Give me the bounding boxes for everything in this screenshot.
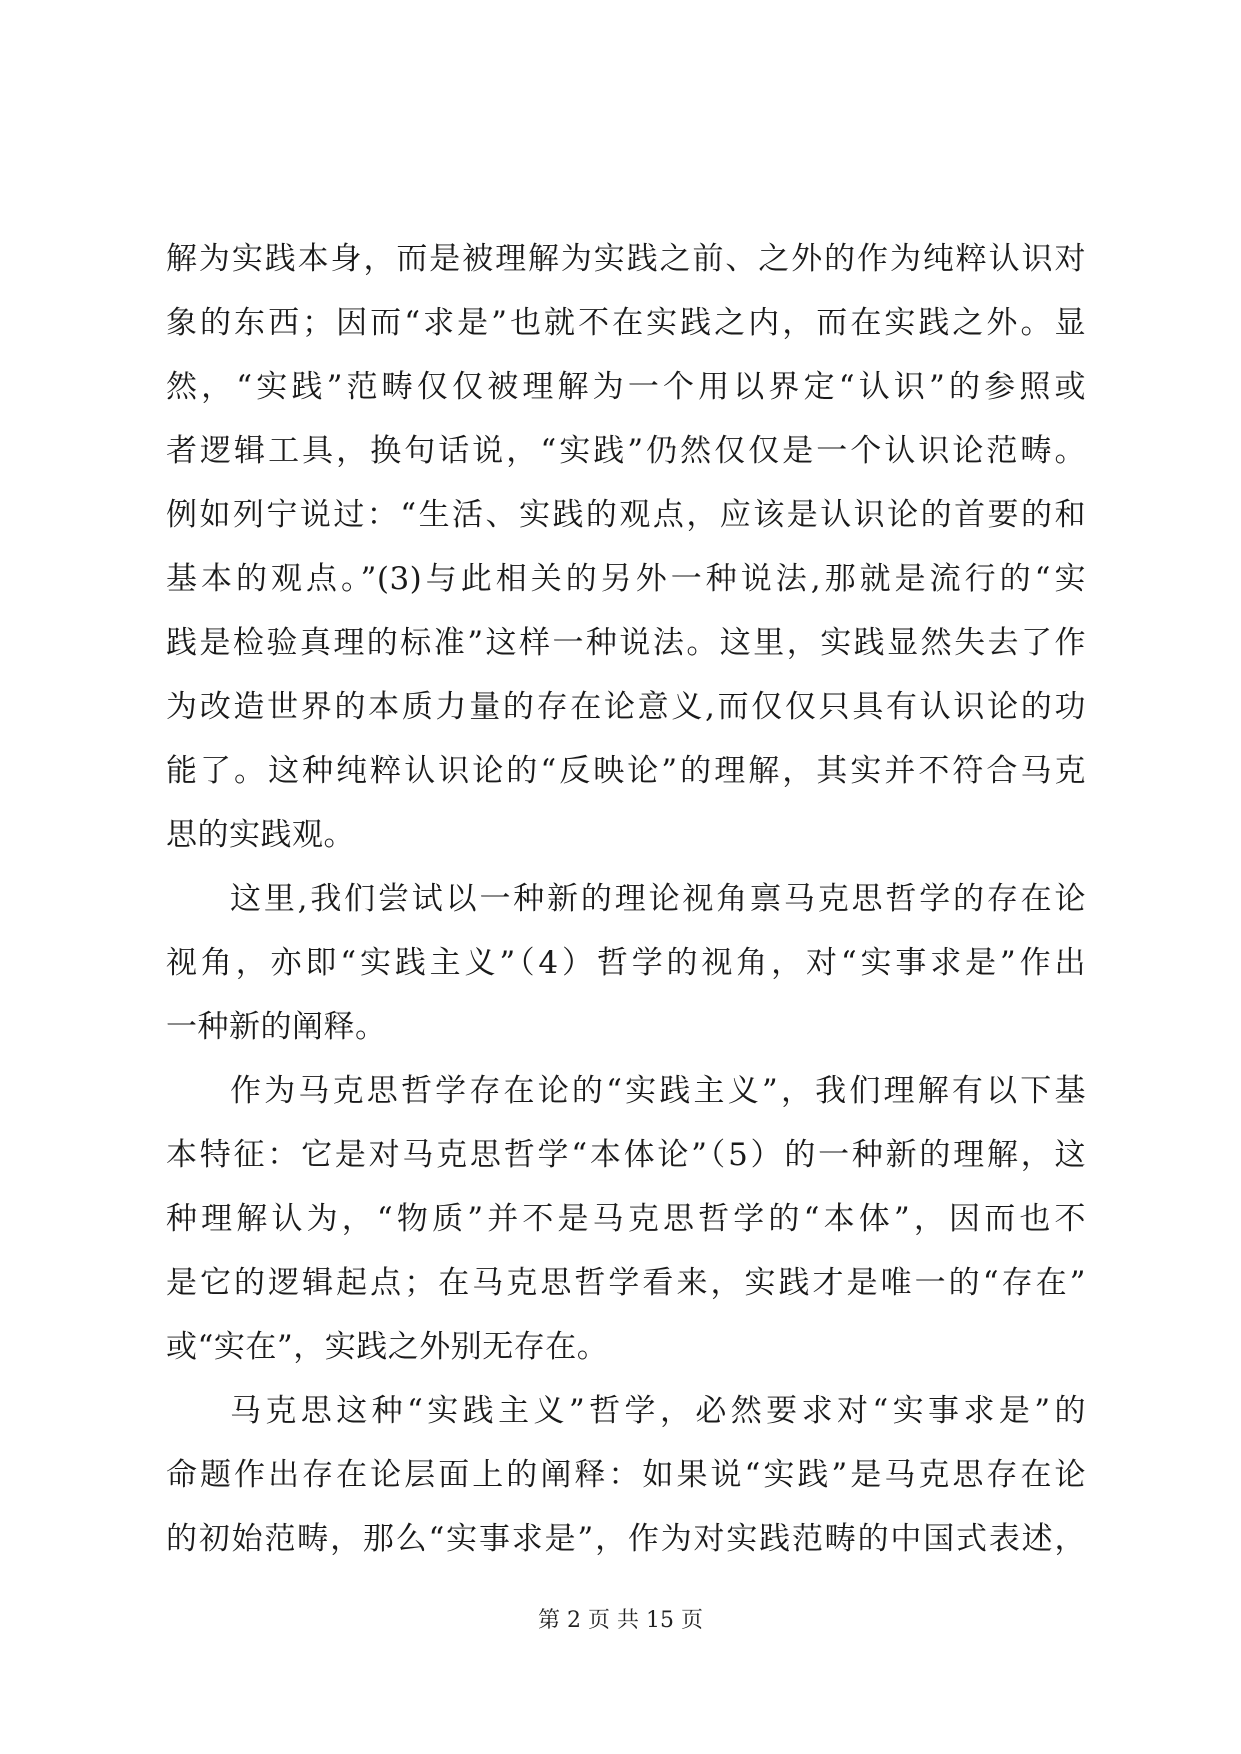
text-line: 例如列宁说过：“生活、实践的观点，应该是认识论的首要的和 xyxy=(166,497,1086,533)
text-line: 为改造世界的本质力量的存在论意义,而仅仅只具有认识论的功 xyxy=(166,689,1086,725)
text-line: 基本的观点。”(3)与此相关的另外一种说法,那就是流行的“实 xyxy=(166,561,1086,597)
text-line: 象的东西；因而“求是”也就不在实践之内，而在实践之外。显 xyxy=(166,305,1086,341)
text-line: 或“实在”，实践之外别无存在。 xyxy=(166,1329,609,1365)
text-line: 视角，亦即“实践主义”（4）哲学的视角，对“实事求是”作出 xyxy=(166,945,1086,981)
body-text xyxy=(166,227,1086,1571)
text-line: 解为实践本身，而是被理解为实践之前、之外的作为纯粹认识对 xyxy=(166,241,1086,277)
text-line: 践是检验真理的标准”这样一种说法。这里，实践显然失去了作 xyxy=(166,625,1086,661)
text-line: 本特征：它是对马克思哲学“本体论”（5）的一种新的理解，这 xyxy=(166,1137,1086,1173)
text-line: 能了。这种纯粹认识论的“反映论”的理解，其实并不符合马克 xyxy=(166,753,1086,789)
text-line: 一种新的阐释。 xyxy=(166,1009,387,1045)
text-line: 的初始范畴，那么“实事求是”，作为对实践范畴的中国式表述， xyxy=(166,1521,1086,1557)
text-line: 是它的逻辑起点；在马克思哲学看来，实践才是唯一的“存在” xyxy=(166,1265,1086,1301)
text-line: 命题作出存在论层面上的阐释：如果说“实践”是马克思存在论 xyxy=(166,1457,1086,1493)
text-line: 马克思这种“实践主义”哲学，必然要求对“实事求是”的 xyxy=(230,1393,1086,1429)
page-number-footer: 第 2 页 共 15 页 xyxy=(538,1608,703,1633)
text-line: 这里,我们尝试以一种新的理论视角禀马克思哲学的存在论 xyxy=(230,881,1086,917)
text-line: 然，“实践”范畴仅仅被理解为一个用以界定“认识”的参照或 xyxy=(166,369,1086,405)
text-line: 作为马克思哲学存在论的“实践主义”，我们理解有以下基 xyxy=(230,1073,1086,1109)
text-line: 思的实践观。 xyxy=(166,817,355,853)
text-line: 种理解认为，“物质”并不是马克思哲学的“本体”，因而也不 xyxy=(166,1201,1086,1237)
text-line: 者逻辑工具，换句话说，“实践”仍然仅仅是一个认识论范畴。 xyxy=(166,433,1086,469)
